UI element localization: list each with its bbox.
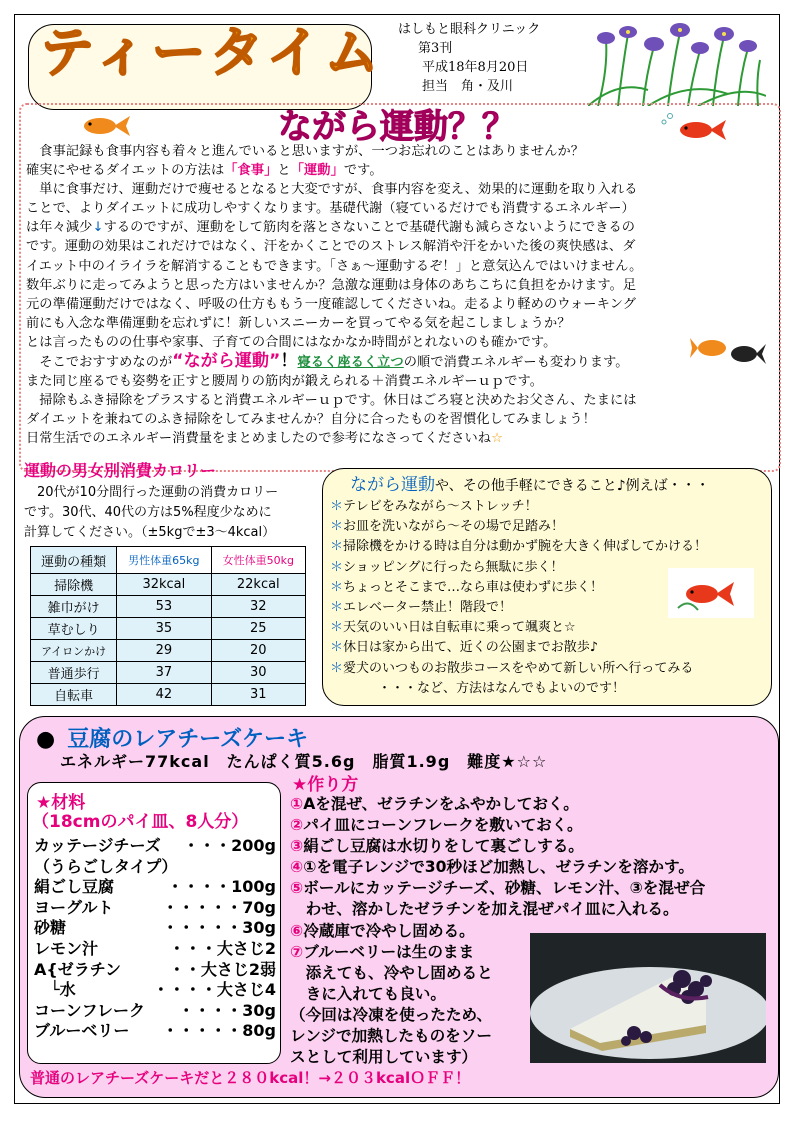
list-item: ＊愛犬のいつものお散歩コースをやめて新しい所へ行ってみる <box>330 660 694 676</box>
newsletter-title: ティータイム <box>40 21 383 84</box>
step: わせ、溶かしたゼラチンを加え混ぜパイ皿に入れる。 <box>290 900 679 919</box>
table-cell: 35 <box>117 618 211 640</box>
column-header: 運動の種類 <box>31 547 117 574</box>
table-row <box>31 618 306 640</box>
table-cell: 22kcal <box>211 574 305 596</box>
step: ⑥冷蔵庫で冷やし固める。 <box>290 921 475 940</box>
issue-date: 平成18年8月20日 <box>422 60 529 75</box>
header-info <box>398 20 540 96</box>
step: ③絹ごし豆腐は水切りをして裏ごしする。 <box>290 837 584 856</box>
list-item: ＊お皿を洗いながら～その場で足踏み！ <box>330 519 565 535</box>
table-cell: 37 <box>117 662 211 684</box>
issue-number: 第3刊 <box>418 41 453 56</box>
article-line: また同じ座るでも姿勢を正すと腰周りの筋肉が鍛えられる＋消費エネルギーｕｐです。 <box>26 374 544 390</box>
staff-names: 担当 角・及川 <box>422 79 514 94</box>
table-header-row <box>31 547 306 574</box>
column-header-female: 女性体重50kg <box>211 547 305 574</box>
iris-flowers-illustration <box>588 20 766 106</box>
table-cell: アイロンかけ <box>31 640 117 662</box>
article-line: 日常生活でのエネルギー消費量をまとめましたので参考になさってくださいね☆ <box>26 431 503 447</box>
table-cell: 30 <box>211 662 305 684</box>
step: ①Aを混ぜ、ゼラチンをふやかしておく。 <box>290 795 579 813</box>
nagara-closing: ・・・など、方法はなんでもよいのです！ <box>378 680 626 696</box>
article-line: 前にも入念な準備運動を忘れずに！新しいスニーカーを買ってやる気を起こしましょうか？ <box>26 315 571 331</box>
bullet-icon: ● <box>36 727 56 752</box>
step: きに入れても良い。 <box>290 984 446 1003</box>
recipe-nutrition: エネルギー77kcal たんぱく質5.6g 脂質1.9g 難度★☆☆ <box>60 752 548 771</box>
keyword-posture: 寝るく座るく立つ <box>297 355 404 371</box>
keyword-nagara: “ながら運動” <box>172 351 281 372</box>
step: （今回は冷凍を使ったため、 <box>290 1005 493 1024</box>
goldfish-icon <box>668 568 754 618</box>
list-item: ＊ショッピングに行ったら無駄に歩く！ <box>330 559 564 575</box>
table-cell: 普通歩行 <box>31 662 117 684</box>
article-line: ことで、よりダイエットに成功しやすくなります。基礎代謝（寝ているだけでも消費するエネルギー） <box>26 201 635 217</box>
star-icon: ☆ <box>491 431 503 447</box>
step: ④①を電子レンジで30秒ほど加熱し、ゼラチンを溶かす。 <box>290 858 694 877</box>
table-row <box>31 596 306 618</box>
recipe-name: 豆腐のレアチーズケーキ <box>67 727 309 752</box>
article-line: 掃除もふき掃除をプラスすると消費エネルギーｕｐです。休日はごろ寝と決めたお父さん、たまには <box>26 393 637 409</box>
ingredient-row: コーンフレーク ・・・・30g <box>34 1000 276 1020</box>
nagara-ideas-heading <box>350 476 710 495</box>
list-item: ＊エレベーター禁止！階段で！ <box>330 600 513 616</box>
down-arrow-icon: ↓ <box>92 220 104 236</box>
table-cell: 雑巾がけ <box>31 596 117 618</box>
calorie-description <box>24 483 324 543</box>
list-item: ＊天気のいい日は自転車に乗って颯爽と☆ <box>330 620 576 636</box>
calorie-section-title: 運動の男女別消費カロリー <box>24 461 217 480</box>
step: スとして利用しています） <box>290 1048 478 1067</box>
ingredient-row: レモン汁 ・・・大さじ2 <box>34 938 276 958</box>
cheesecake-photo <box>530 933 766 1063</box>
nagara-heading-text: や、その他手軽にできること♪例えば・・・ <box>435 478 710 494</box>
steps-title: ★作り方 <box>292 775 359 795</box>
article-line: です。運動の効果はこれだけではなく、汗をかくことでのストレス解消や汗をかいた後の爽快感は、ダ <box>26 239 636 255</box>
calorie-savings-note: 普通のレアチーズケーキだと２８０kcal！→２０３kcalＯＦＦ！ <box>30 1069 471 1087</box>
table-cell: 32kcal <box>117 574 211 596</box>
article-line: は年々減少↓するのですが、運動をして筋肉を落とさないことで基礎代謝も減らさないようにできるの <box>26 220 636 236</box>
table-row <box>31 640 306 662</box>
table-cell: 42 <box>117 684 211 706</box>
table-row <box>31 574 306 596</box>
ingredient-row: └水 ・・・・大さじ4 <box>34 980 276 1000</box>
article-line: 単に食事だけ、運動だけで痩せるとなると大変ですが、食事内容を変え、効果的に運動を取り入れる <box>26 182 638 198</box>
article-line: 食事記録も食事内容も着々と進んでいると思いますが、一つお忘れのことはありませんか？ <box>26 144 585 159</box>
article-body <box>26 142 780 449</box>
keyword-diet: 「食事」 <box>224 163 278 179</box>
list-item: ＊ちょっとそこまで…なら車は使わずに歩く！ <box>330 579 604 595</box>
keyword-exercise: 「運動」 <box>290 163 344 179</box>
clinic-name: はしもと眼科クリニック <box>398 22 541 37</box>
calorie-table <box>30 546 306 706</box>
article-line: 確実にやせるダイエットの方法は「食事」と「運動」です。 <box>26 163 383 179</box>
article-line: 数年ぶりに走ってみようと思った方はいませんか？急激な運動は身体のあちこちに負担をかけます。足 <box>26 277 637 293</box>
table-cell: 31 <box>211 684 305 706</box>
table-cell: 53 <box>117 596 211 618</box>
article-line: 元の準備運動だけではなく、呼吸の仕方ももう一度確認してくださいね。走るより軽めのウォーキング <box>26 296 637 312</box>
ingredient-row: カッテージチーズ ・・・200g <box>34 836 276 855</box>
ingredient-row: A{ゼラチン ・・大さじ2弱 <box>34 959 276 979</box>
column-header-male: 男性体重65kg <box>117 547 211 574</box>
step: ②パイ皿にコーンフレークを敷いておく。 <box>290 816 583 835</box>
list-item: ＊掃除機をかける時は自分は動かず腕を大きく伸ばしてかける！ <box>330 539 708 555</box>
table-row <box>31 684 306 706</box>
calorie-desc-line: 20代が10分間行った運動の消費カロリー <box>24 485 279 500</box>
goldfish-pair-icon <box>690 326 766 372</box>
list-item: ＊テレビをみながら～ストレッチ！ <box>330 499 538 514</box>
step: レンジで加熱したものをソー <box>290 1027 492 1046</box>
ingredient-row: 絹ごし豆腐 ・・・・100g <box>34 877 276 897</box>
article-line: そこでおすすめなのが“ながら運動”！寝るく座るく立つの順で消費エネルギーも変わります。 <box>26 351 629 372</box>
table-cell: 草むしり <box>31 618 117 640</box>
article-line: イエット中のイライラを解消することもできます。「さぁ～運動するぞ！」と意気込んではいけません。 <box>26 258 643 274</box>
ingredient-row: ブルーベリー ・・・・・80g <box>34 1021 276 1041</box>
step: ⑦ブルーベリーは生のまま <box>290 942 475 961</box>
table-cell: 20 <box>211 640 305 662</box>
ingredients-list <box>34 836 276 1042</box>
nagara-term: ながら運動 <box>350 475 435 495</box>
recipe-title <box>36 727 308 753</box>
table-cell: 32 <box>211 596 305 618</box>
article-title: ながら運動？？ <box>278 107 516 147</box>
ingredients-title: ★材料 <box>36 793 86 813</box>
step: ⑤ボールにカッテージチーズ、砂糖、レモン汁、③を混ぜ合 <box>290 879 706 898</box>
calorie-desc-line: 計算してください。（±5kgで±3～4kcal） <box>24 525 276 540</box>
nagara-ideas-list <box>330 497 707 699</box>
article-line: とは言ったものの仕事や家事、子育ての合間にはなかなか時間がとれないのも確かです。 <box>26 334 557 350</box>
step: 添えても、冷やし固めると <box>290 963 493 982</box>
table-row <box>31 662 306 684</box>
table-cell: 29 <box>117 640 211 662</box>
table-cell: 自転車 <box>31 684 117 706</box>
ingredient-row: ヨーグルト ・・・・・70g <box>34 897 276 917</box>
ingredients-serving: （18cmのパイ皿、8人分） <box>32 812 249 832</box>
ingredient-row: （うらごしタイプ） <box>34 856 178 876</box>
table-cell: 25 <box>211 618 305 640</box>
calorie-desc-line: です。30代、40代の方は5%程度少なめに <box>24 505 272 520</box>
list-item: ＊休日は家から出て、近くの公園までお散歩♪ <box>330 640 599 656</box>
article-line: ダイエットを兼ねてのふき掃除をしてみませんか？自分に合ったものを習慣化してみましょう！ <box>26 412 596 428</box>
ingredient-row: 砂糖 ・・・・・30g <box>34 918 276 938</box>
table-cell: 掃除機 <box>31 574 117 596</box>
